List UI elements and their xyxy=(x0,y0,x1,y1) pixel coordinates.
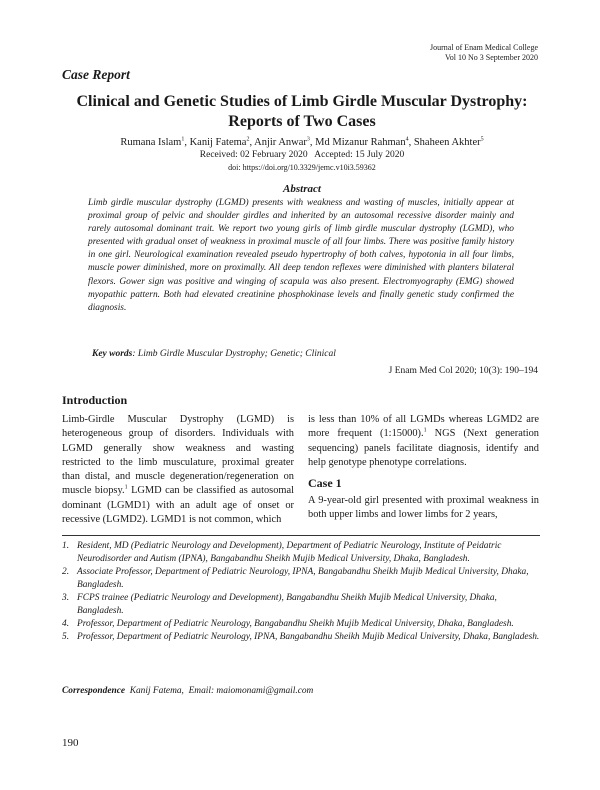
introduction-paragraph-2: is less than 10% of all LGMDs whereas LGMD2 are more frequent (1:15000).$^1$ NGS (Next generation sequencing) panels facilitate diagnosis, identify and help genotype phenotype correlations. xyxy=(308,414,539,468)
keywords-text: : Limb Girdle Muscular Dystrophy; Genetic; Clinical xyxy=(132,349,336,359)
author: Kanij Fatema$^2$ xyxy=(189,136,250,148)
abstract-text: Limb girdle muscular dystrophy (LGMD) presents with weakness and wasting of muscles, initially appear at proximal group of pelvic and shoulder girdles and inherited by an autosomal recessive disorder mainly and rarely autosomal dominant trait. We report two young girls of limb girdle muscular dystrophy (LGMD), who presented with gradual onset of weakness in proximal muscle of all four limbs. There was positive family history in one girl. Neurological examination revealed pseudo hypertrophy of both calves, hypotonia in all four limbs, muscle power diminished, more on proximally. All deep tendon reflexes were diminished with planters bilateral flexors. Gower sign was positive and winging of scapula was also present. Electromyography (EMG) showed myopathic pattern. Both had elevated creatinine phosphokinase levels and finally genetic study confirmed the diagnosis. xyxy=(88,198,514,313)
keywords-label: Key words xyxy=(92,349,133,359)
author: Shaheen Akhter$^5$ xyxy=(413,136,484,148)
article-title xyxy=(62,92,542,132)
title-line-2: Reports of Two Cases xyxy=(228,113,376,130)
author: Anjir Anwar$^3$ xyxy=(254,136,310,148)
footnote-divider xyxy=(62,535,540,536)
journal-name: Journal of Enam Medical College xyxy=(430,43,538,52)
author: Md Mizanur Rahman$^4$ xyxy=(315,136,409,148)
author: Rumana Islam$^1$ xyxy=(120,136,185,148)
journal-issue: Vol 10 No 3 September 2020 xyxy=(445,53,538,62)
correspondence xyxy=(62,686,313,696)
footnote-item: 4. Professor, Department of Pediatric Neurology, Bangabandhu Sheikh Mujib Medical University, Dhaka, Bangladesh. xyxy=(62,619,514,629)
case1-heading: Case 1 xyxy=(308,476,342,490)
author-list: Rumana Islam$^1$, Kanij Fatema$^2$, Anjir Anwar$^3$, Md Mizanur Rahman$^4$, Shaheen Akhter$^5$ xyxy=(120,136,484,148)
correspondence-text: Kanij Fatema, Email: maiomonami@gmail.com xyxy=(125,686,314,696)
abstract-heading: Abstract xyxy=(283,183,321,195)
footnote-item: 5. Professor, Department of Pediatric Neurology, IPNA, Bangabandhu Sheikh Mujib Medical University, Dhaka, Bangladesh. xyxy=(62,632,540,642)
case1-text: A 9-year-old girl presented with proximal weakness in both upper limbs and lower limbs for 2 years, xyxy=(308,495,539,521)
article-type: Case Report xyxy=(62,67,130,82)
citation: J Enam Med Col 2020; 10(3): 190–194 xyxy=(388,366,538,376)
correspondence-label: Correspondence xyxy=(62,686,126,696)
keywords xyxy=(92,349,336,359)
title-line-1: Clinical and Genetic Studies of Limb Girdle Muscular Dystrophy: xyxy=(76,93,528,110)
doi-link[interactable]: doi: https://doi.org/10.3329/jemc.v10i3.59362 xyxy=(228,163,376,172)
footnote-item: 2. Associate Professor, Department of Pediatric Neurology, IPNA, Bangabandhu Sheikh Mujib Medical University, Dhaka, Bangladesh. xyxy=(62,567,529,590)
footnote-item: 1. Resident, MD (Pediatric Neurology and Development), Department of Pediatric Neurology, Institute of Peidatric Neurodisorder and Autism (IPNA), Bangabandhu Sheikh Mujib Medical University, Dhaka, Bangladesh. xyxy=(62,541,502,564)
introduction-heading: Introduction xyxy=(62,393,128,407)
journal-header xyxy=(430,43,538,63)
page-number: 190 xyxy=(62,737,79,749)
article-dates: Received: 02 February 2020 Accepted: 15 July 2020 xyxy=(199,150,405,160)
affiliation-footnotes xyxy=(62,540,540,644)
introduction-paragraph-1: Limb-Girdle Muscular Dystrophy (LGMD) is heterogeneous group of disorders. Individuals with LGMD generally show weakness and wasting restricted to the limb musculature, proximal greater than distal, and muscle degeneration/regeneration on muscle biopsy.$^1$ LGMD can be classified as autosomal dominant (LGMD1) with an adult age of onset or recessive (LGMD2). LGMD1 is not common, which xyxy=(62,414,294,526)
footnote-item: 3. FCPS trainee (Pediatric Neurology and Development), Bangabandhu Sheikh Mujib Medical University, Dhaka, Bangladesh. xyxy=(62,593,497,616)
